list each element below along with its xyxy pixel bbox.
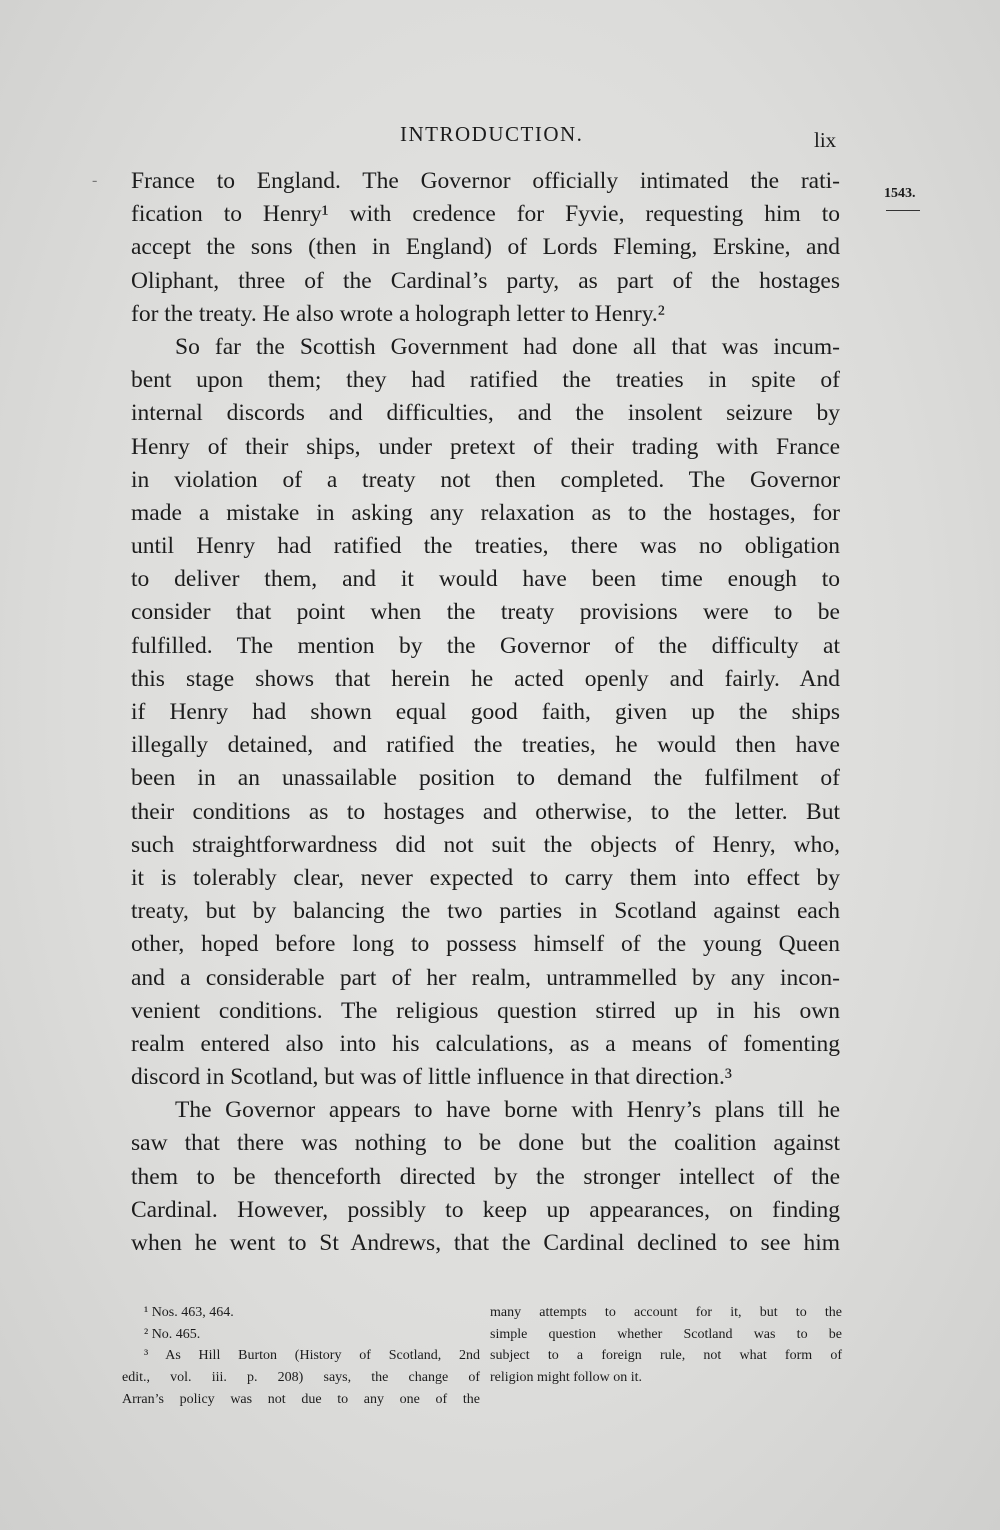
footnotes-right-column [490, 1302, 842, 1389]
text-line: been in an unassailable position to demand the fulfilment of [131, 765, 840, 792]
footnote-line: subject to a foreign rule, not what form of [490, 1348, 842, 1364]
footnote-line: ¹ Nos. 463, 464. [144, 1305, 234, 1320]
text-line: accept the sons (then in England) of Lords Fleming, Erskine, and [131, 234, 840, 261]
text-line: The Governor appears to have borne with Henry’s plans till he [175, 1097, 840, 1124]
text-line: So far the Scottish Government had done all that was incum- [175, 333, 840, 360]
text-line: for the treaty. He also wrote a holograph letter to Henry.² [131, 300, 665, 327]
text-line: fication to Henry¹ with credence for Fyvie, requesting him to [131, 201, 840, 228]
text-line: to deliver them, and it would have been time enough to [131, 566, 840, 593]
text-line: France to England. The Governor officially intimated the rati- [131, 168, 840, 194]
text-line: Oliphant, three of the Cardinal’s party, as part of the hostages [131, 267, 840, 294]
body-text [131, 165, 840, 1260]
footnote-line: religion might follow on it. [490, 1370, 643, 1386]
running-title: INTRODUCTION. [400, 122, 584, 146]
page-number: lix [814, 128, 837, 152]
text-line: Henry of their ships, under pretext of their trading with France [131, 433, 840, 460]
footnote-line: many attempts to account for it, but to the [490, 1305, 842, 1320]
text-line: discord in Scotland, but was of little influence in that direction.³ [131, 1064, 732, 1091]
text-line: this stage shows that herein he acted openly and fairly. And [131, 665, 840, 692]
text-line: realm entered also into his calculations, as a means of fomenting [131, 1030, 840, 1057]
text-line: venient conditions. The religious question stirred up in his own [131, 997, 840, 1024]
text-line: it is tolerably clear, never expected to carry them into effect by [131, 864, 840, 891]
text-line: treaty, but by balancing the two parties in Scotland against each [131, 898, 840, 925]
text-line: internal discords and difficulties, and the insolent seizure by [131, 400, 840, 427]
footnote-line: simple question whether Scotland was to be [490, 1326, 842, 1342]
text-line: illegally detained, and ratified the treaties, he would then have [131, 732, 840, 759]
text-line: such straightforwardness did not suit the objects of Henry, who, [131, 831, 840, 858]
margin-year-note: 1543. [884, 186, 916, 201]
footnote-line: Arran’s policy was not due to any one of the [122, 1391, 480, 1407]
text-line: saw that there was nothing to be done but the coalition against [131, 1130, 840, 1157]
text-line: in violation of a treaty not then completed. The Governor [131, 466, 840, 493]
footnote-line: ³ As Hill Burton (History of Scotland, 2nd [144, 1348, 480, 1364]
text-line: consider that point when the treaty provisions were to be [131, 599, 840, 626]
text-line: bent upon them; they had ratified the treaties in spite of [131, 367, 840, 394]
margin-mark: - [92, 172, 98, 189]
running-header [0, 122, 1000, 162]
footnotes-left-column [122, 1302, 480, 1410]
margin-rule [886, 210, 920, 211]
text-line: made a mistake in asking any relaxation as to the hostages, for [131, 499, 840, 526]
footnote-line: edit., vol. iii. p. 208) says, the change of [122, 1370, 480, 1386]
text-line: Cardinal. However, possibly to keep up appearances, on finding [131, 1196, 840, 1223]
footnote-line: ² No. 465. [144, 1326, 201, 1342]
text-line: their conditions as to hostages and otherwise, to the letter. But [131, 798, 840, 825]
text-line: when he went to St Andrews, that the Cardinal declined to see him [131, 1230, 840, 1256]
text-line: fulfilled. The mention by the Governor of the difficulty at [131, 632, 840, 659]
text-line: other, hoped before long to possess himself of the young Queen [131, 931, 840, 958]
text-line: until Henry had ratified the treaties, there was no obligation [131, 533, 840, 560]
text-line: and a considerable part of her realm, untrammelled by any incon- [131, 964, 840, 991]
text-line: them to be thenceforth directed by the stronger intellect of the [131, 1163, 840, 1190]
text-line: if Henry had shown equal good faith, given up the ships [131, 699, 840, 725]
